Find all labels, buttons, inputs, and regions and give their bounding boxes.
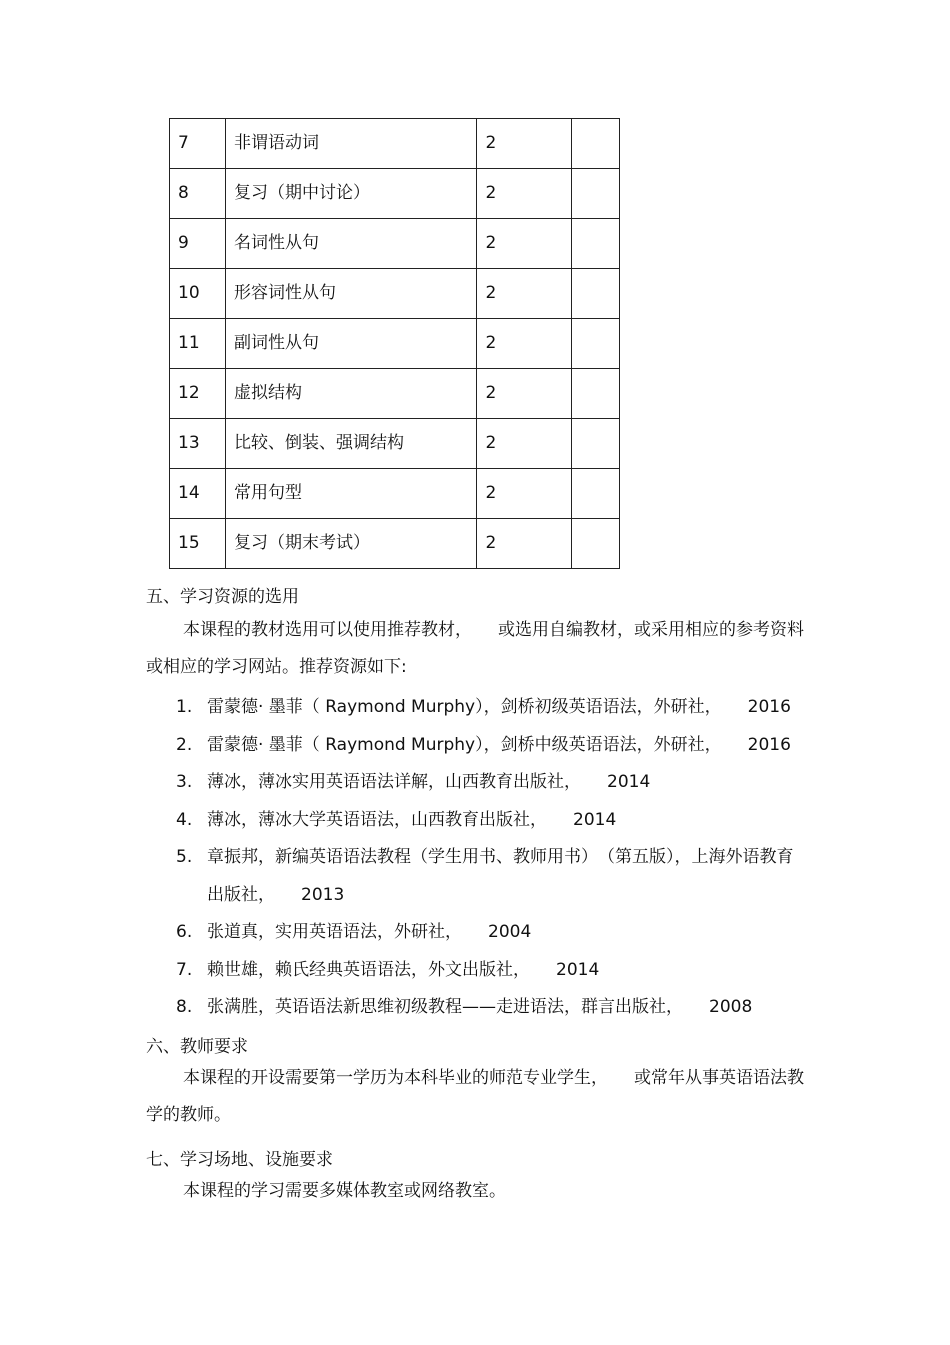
table-row (170, 519, 620, 569)
reference-year: 2014 (556, 959, 600, 980)
section-heading-teacher: 六、教师要求 (146, 1037, 248, 1057)
lesson-hours: 2 (477, 219, 572, 269)
reference-text: 张道真，实用英语语法，外研社， (207, 922, 462, 942)
reference-year: 2008 (709, 997, 753, 1017)
resources-intro-part-c: 或采用相应的参考资料或相应的学习网站。推荐资源如下: (146, 620, 804, 677)
lesson-topic: 比较、倒装、强调结构 (225, 419, 476, 469)
list-item (176, 989, 806, 1027)
lesson-hours: 2 (477, 319, 572, 369)
lesson-topic: 非谓语动词 (225, 119, 476, 169)
reference-text: 张满胜，英语语法新思维初级教程——走进语法，群言出版社， (207, 997, 683, 1017)
list-item (176, 727, 806, 765)
lesson-note (572, 469, 620, 519)
table-row (170, 419, 620, 469)
lesson-number: 15 (170, 519, 226, 569)
teacher-requirement-part-b: 或常年从事英语语法教学的教师。 (146, 1068, 804, 1125)
reference-year: 2016 (747, 734, 791, 755)
resources-intro-part-a: 本课程的教材选用可以使用推荐教材， (183, 620, 472, 640)
lesson-hours: 2 (477, 119, 572, 169)
lesson-number: 13 (170, 419, 226, 469)
table-row (170, 319, 620, 369)
table-row (170, 469, 620, 519)
lesson-number: 12 (170, 369, 226, 419)
teacher-requirement-part-a: 本课程的开设需要第一学历为本科毕业的师范专业学生， (183, 1068, 608, 1088)
table-row (170, 369, 620, 419)
list-item (176, 839, 806, 914)
reference-number: 4. (176, 809, 193, 830)
reference-year: 2016 (747, 697, 791, 717)
lesson-number: 11 (170, 319, 226, 369)
reference-number: 3. (176, 772, 193, 792)
lesson-note (572, 169, 620, 219)
lesson-number: 14 (170, 469, 226, 519)
lesson-note (572, 269, 620, 319)
lesson-note (572, 369, 620, 419)
lesson-number: 7 (170, 119, 226, 169)
list-item (176, 952, 806, 990)
reference-number: 5. (176, 847, 193, 867)
reference-text: 薄冰，薄冰实用英语语法详解，山西教育出版社， (207, 772, 581, 792)
lesson-topic: 名词性从句 (225, 219, 476, 269)
resources-intro-part-b: 或选用自编教材， (498, 620, 634, 640)
reference-year: 2014 (607, 772, 651, 792)
lesson-number: 8 (170, 169, 226, 219)
lesson-topic: 虚拟结构 (225, 369, 476, 419)
lesson-note (572, 219, 620, 269)
list-item (176, 764, 806, 802)
lesson-hours: 2 (477, 369, 572, 419)
lesson-number: 10 (170, 269, 226, 319)
lesson-number: 9 (170, 219, 226, 269)
lesson-note (572, 119, 620, 169)
list-item (176, 689, 806, 727)
facilities-requirement-paragraph: 本课程的学习需要多媒体教室或网络教室。 (183, 1181, 506, 1201)
reference-year: 2014 (573, 809, 617, 830)
lesson-topic: 形容词性从句 (225, 269, 476, 319)
teacher-requirement-paragraph (146, 1060, 806, 1134)
reference-year: 2004 (488, 922, 532, 942)
table-row (170, 119, 620, 169)
reference-text: 薄冰，薄冰大学英语语法，山西教育出版社， (207, 809, 547, 830)
lesson-note (572, 519, 620, 569)
lesson-topic: 常用句型 (225, 469, 476, 519)
reference-year: 2013 (301, 884, 345, 905)
resources-intro-paragraph (146, 612, 806, 686)
lesson-hours: 2 (477, 419, 572, 469)
list-item (176, 802, 806, 840)
reference-number: 2. (176, 734, 193, 755)
table-row (170, 169, 620, 219)
lesson-note (572, 319, 620, 369)
lesson-hours: 2 (477, 169, 572, 219)
list-item (176, 914, 806, 952)
reference-text: 雷蒙德· 墨菲（ Raymond Murphy），剑桥初级英语语法，外研社， (207, 697, 722, 717)
section-heading-facilities: 七、学习场地、设施要求 (146, 1150, 333, 1170)
reference-number: 8. (176, 997, 193, 1017)
reference-number: 1. (176, 697, 193, 717)
reference-number: 6. (176, 922, 193, 942)
reference-text: 章振邦，新编英语语法教程（学生用书、教师用书） （第五版），上海外语教育出版社， (207, 847, 794, 905)
reference-text: 雷蒙德· 墨菲（ Raymond Murphy），剑桥中级英语语法，外研社， (207, 734, 722, 755)
lesson-topic: 复习（期末考试） (225, 519, 476, 569)
lesson-topic: 复习（期中讨论） (225, 169, 476, 219)
table-row (170, 219, 620, 269)
table-row (170, 269, 620, 319)
lesson-topic: 副词性从句 (225, 319, 476, 369)
lesson-hours: 2 (477, 269, 572, 319)
lesson-hours: 2 (477, 469, 572, 519)
reference-text: 赖世雄，赖氏经典英语语法，外文出版社， (207, 959, 530, 980)
schedule-table-body (170, 119, 620, 569)
reference-list (176, 689, 806, 1027)
section-heading-resources: 五、学习资源的选用 (146, 587, 299, 607)
lesson-note (572, 419, 620, 469)
course-schedule-table (169, 118, 620, 569)
lesson-hours: 2 (477, 519, 572, 569)
reference-number: 7. (176, 959, 193, 980)
